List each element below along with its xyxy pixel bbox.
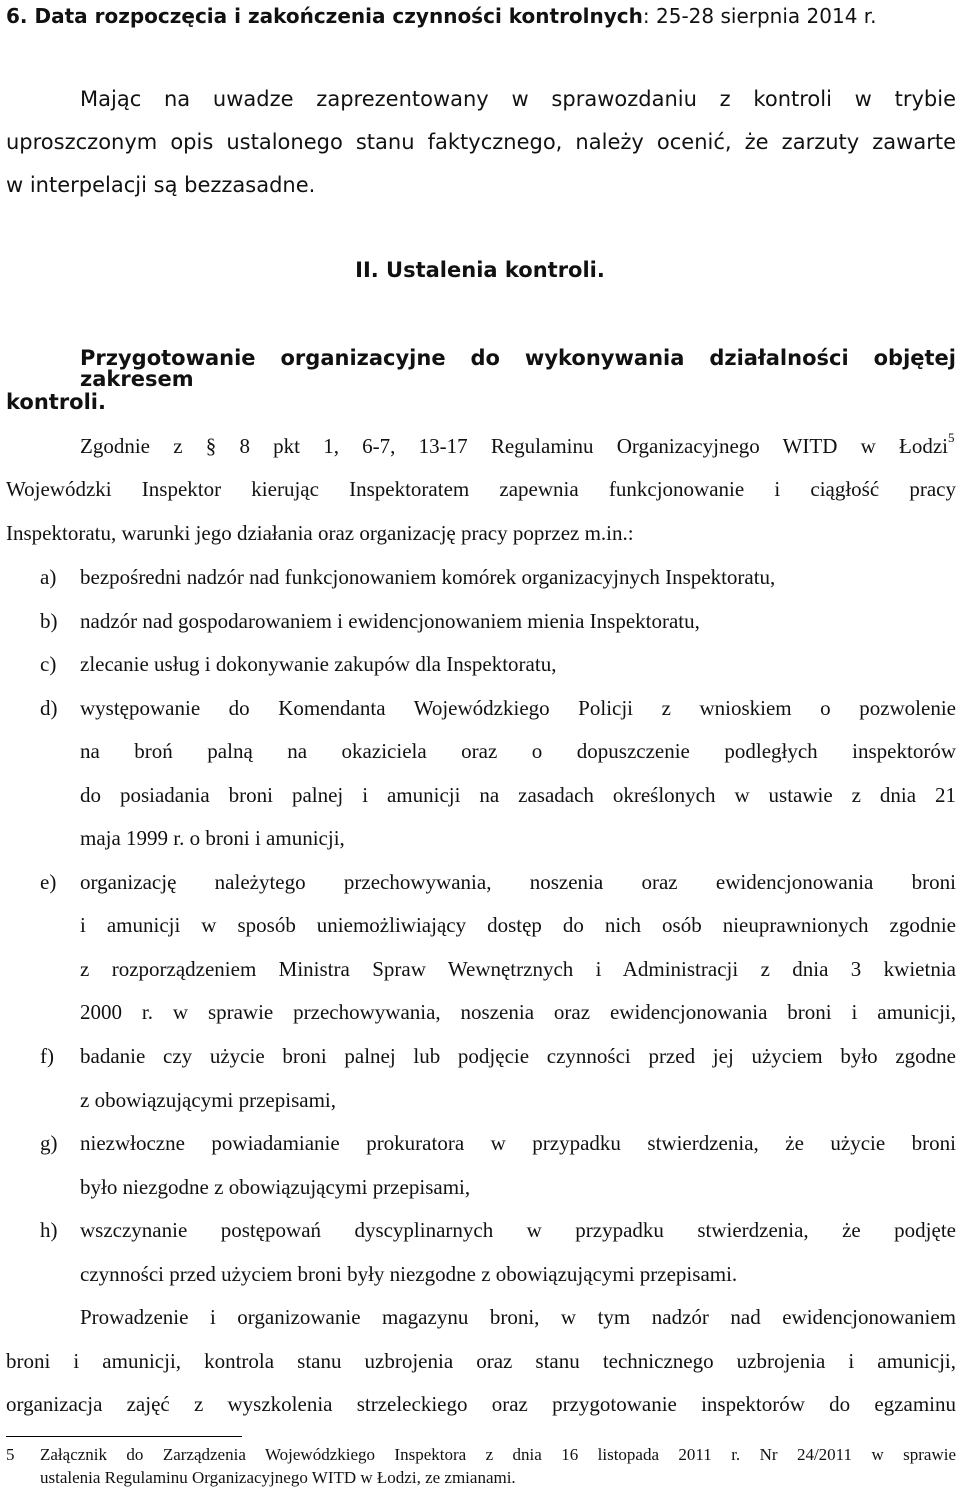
- list-item-line: badanie czy użycie broni palnej lub podjęcie czynności przed jej użyciem było zgodne: [80, 1044, 956, 1068]
- intro-line: Inspektoratu, warunki jego działania oraz organizację pracy poprzez m.in.:: [6, 521, 634, 545]
- section-heading: II. Ustalenia kontroli.: [355, 258, 605, 282]
- list-item-line: było niezgodne z obowiązującymi przepisami,: [80, 1175, 471, 1199]
- list-item-line: i amunicji w sposób uniemożliwiający dostęp do nich osób nieuprawnionych zgodnie: [80, 913, 956, 937]
- list-item-line: do posiadania broni palnej i amunicji na zasadach określonych w ustawie z dnia 21: [80, 783, 956, 807]
- list-marker: c): [40, 652, 57, 676]
- intro-line: Wojewódzki Inspektor kierując Inspektoratem zapewnia funkcjonowanie i ciągłość pracy: [6, 477, 956, 501]
- section-title: [6, 4, 877, 28]
- list-item-line: 2000 r. w sprawie przechowywania, noszenia oraz ewidencjonowania broni i amunicji,: [80, 1000, 956, 1024]
- footnote-number: 5: [6, 1445, 15, 1464]
- conclusion-line: Mając na uwadze zaprezentowany w sprawozdaniu z kontroli w trybie: [80, 87, 956, 111]
- conclusion-line: w interpelacji są bezzasadne.: [6, 173, 316, 197]
- list-item-line: występowanie do Komendanta Wojewódzkiego Policji z wnioskiem o pozwolenie: [80, 696, 956, 720]
- list-marker: a): [40, 565, 57, 589]
- section-title-label: 6. Data rozpoczęcia i zakończenia czynności kontrolnych: [6, 4, 643, 28]
- list-item-line: wszczynanie postępowań dyscyplinarnych w przypadku stwierdzenia, że podjęte: [80, 1218, 956, 1242]
- list-marker: b): [40, 609, 58, 633]
- footnote-line: Załącznik do Zarządzenia Wojewódzkiego Inspektora z dnia 16 listopada 2011 r. Nr 24/2011 w sprawie: [40, 1445, 956, 1464]
- footnote-line: ustalenia Regulaminu Organizacyjnego WITD w Łodzi, ze zmianami.: [40, 1468, 516, 1487]
- list-item-line: niezwłoczne powiadamianie prokuratora w przypadku stwierdzenia, że użycie broni: [80, 1131, 956, 1155]
- footnote-separator: [6, 1436, 242, 1437]
- section-title-dates: : 25-28 sierpnia 2014 r.: [642, 4, 877, 28]
- list-marker: g): [40, 1131, 58, 1155]
- conclusion-line: uproszczonym opis ustalonego stanu faktycznego, należy ocenić, że zarzuty zawarte: [6, 130, 956, 154]
- intro-line: Zgodnie z § 8 pkt 1, 6-7, 13-17 Regulaminu Organizacyjnego WITD w Łodzi: [80, 434, 948, 458]
- list-marker: h): [40, 1218, 58, 1242]
- list-item-line: nadzór nad gospodarowaniem i ewidencjonowaniem mienia Inspektoratu,: [80, 609, 700, 633]
- list-item-line: bezpośredni nadzór nad funkcjonowaniem komórek organizacyjnych Inspektoratu,: [80, 565, 776, 589]
- subheading-line: Przygotowanie organizacyjne do wykonywania działalności objętej zakresem: [80, 346, 956, 391]
- list-item-line: czynności przed użyciem broni były niezgodne z obowiązującymi przepisami.: [80, 1262, 738, 1286]
- closing-line: organizacja zajęć z wyszkolenia strzeleckiego oraz przygotowanie inspektorów do egzaminu: [6, 1392, 956, 1416]
- list-item-line: z rozporządzeniem Ministra Spraw Wewnętrznych i Administracji z dnia 3 kwietnia: [80, 957, 956, 981]
- list-item-line: maja 1999 r. o broni i amunicji,: [80, 826, 345, 850]
- list-item-line: zlecanie usług i dokonywanie zakupów dla Inspektoratu,: [80, 652, 557, 676]
- list-marker: f): [40, 1044, 54, 1068]
- list-marker: e): [40, 870, 57, 894]
- list-item-line: organizację należytego przechowywania, noszenia oraz ewidencjonowania broni: [80, 870, 956, 894]
- list-marker: d): [40, 696, 58, 720]
- list-item-line: z obowiązującymi przepisami,: [80, 1088, 336, 1112]
- subheading-line: kontroli.: [6, 390, 106, 414]
- closing-line: broni i amunicji, kontrola stanu uzbrojenia oraz stanu technicznego uzbrojenia i amunicji,: [6, 1349, 956, 1373]
- footnote-reference: 5: [948, 430, 955, 445]
- intro-line-with-ref: [80, 436, 948, 457]
- closing-line: Prowadzenie i organizowanie magazynu broni, w tym nadzór nad ewidencjonowaniem: [80, 1305, 956, 1329]
- list-item-line: na broń palną na okaziciela oraz o dopuszczenie podległych inspektorów: [80, 739, 956, 763]
